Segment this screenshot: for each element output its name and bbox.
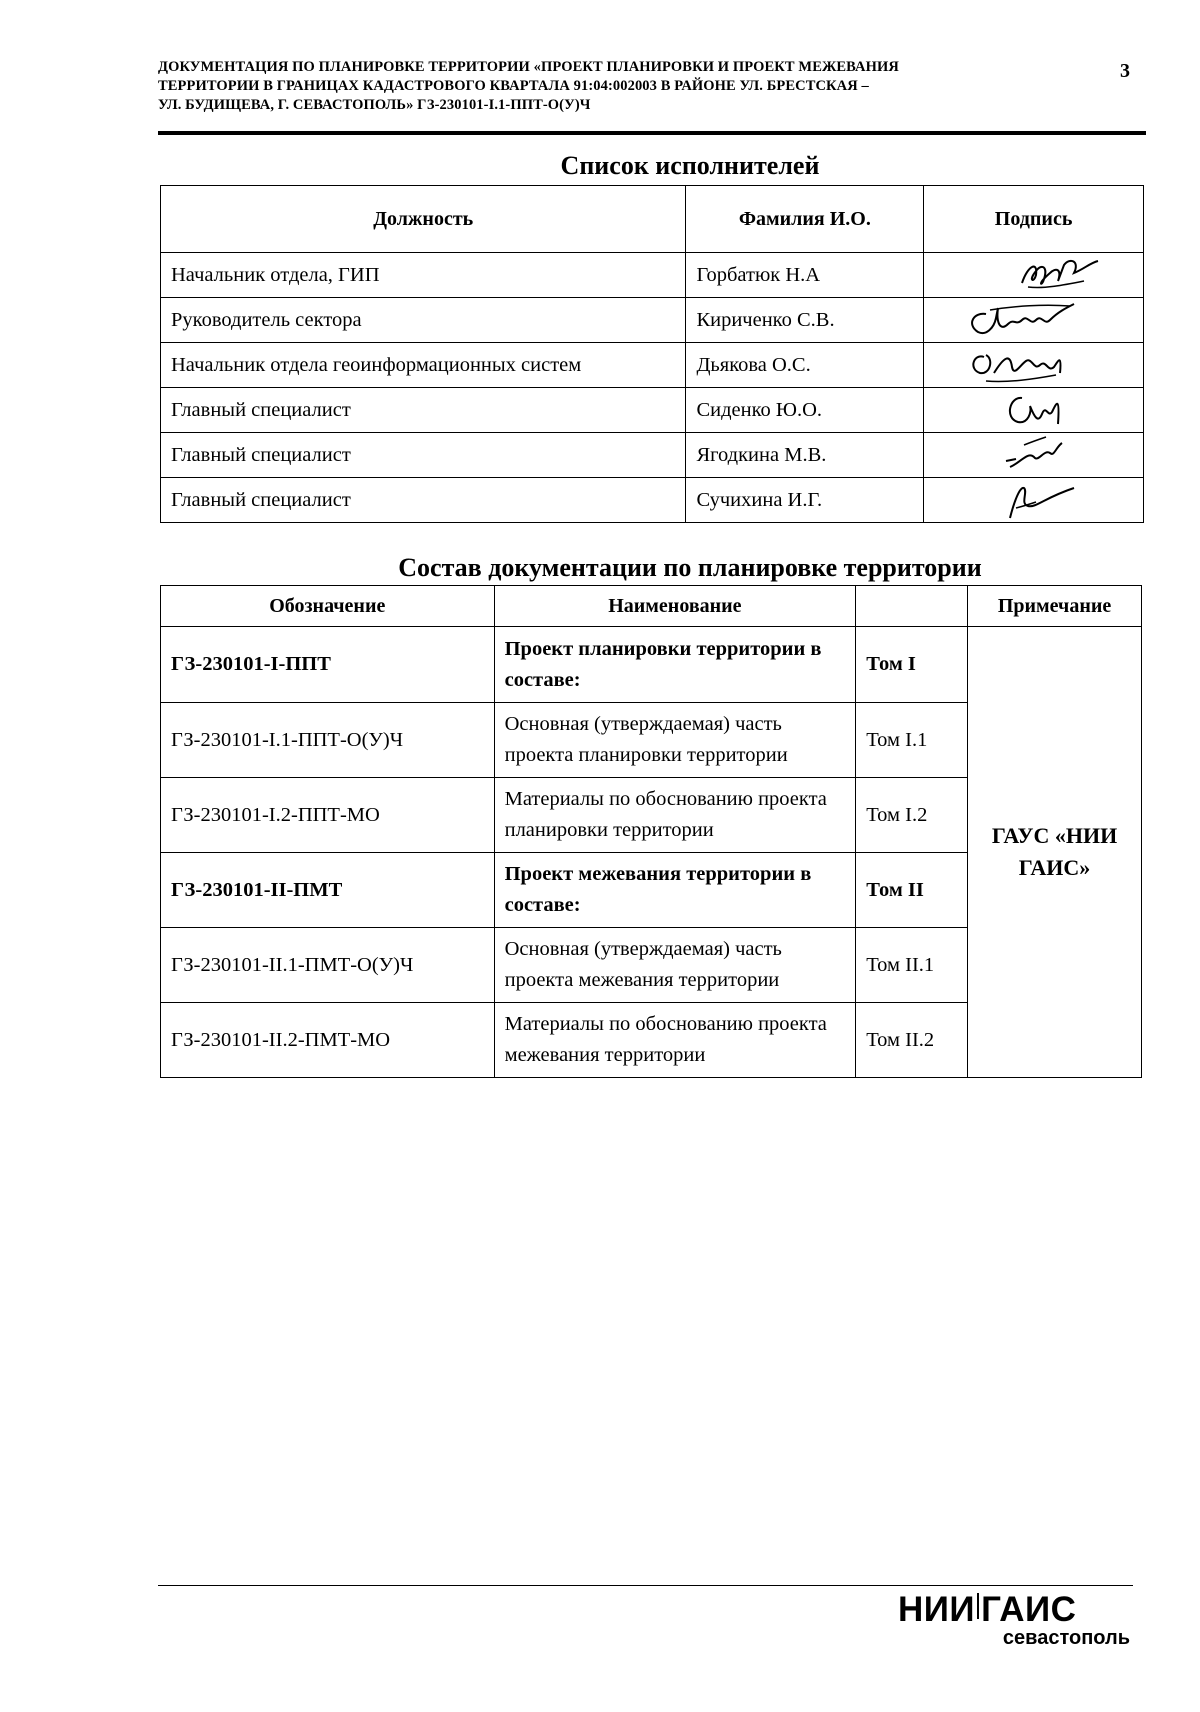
code-cell: ГЗ-230101-I.1-ППТ-О(У)Ч	[161, 703, 495, 778]
signature-cell	[924, 298, 1144, 343]
signature-cell	[924, 253, 1144, 298]
volume-cell: Том I.2	[856, 778, 968, 853]
document-header	[158, 58, 1058, 115]
executors-table	[160, 185, 1144, 523]
table-row	[161, 253, 1144, 298]
handwritten-signature	[924, 478, 1144, 522]
position-cell: Начальник отдела геоинформационных систем	[161, 343, 686, 388]
header-line-3: УЛ. БУДИЩЕВА, Г. СЕВАСТОПОЛЬ» ГЗ-230101-I.1-ППТ-О(У)Ч	[158, 97, 591, 113]
code-cell: ГЗ-230101-I-ППТ	[161, 627, 495, 703]
header-line-1: ДОКУМЕНТАЦИЯ ПО ПЛАНИРОВКЕ ТЕРРИТОРИИ «ПРОЕКТ ПЛАНИРОВКИ И ПРОЕКТ МЕЖЕВАНИЯ	[158, 59, 899, 75]
name-cell: Дьякова О.С.	[686, 343, 924, 388]
column-header-position: Должность	[161, 186, 686, 253]
executors-header-row	[161, 186, 1144, 253]
footer-rule	[158, 1585, 1133, 1586]
logo-city: севастополь	[1002, 1627, 1130, 1649]
composition-title: Состав документации по планировке территории	[398, 553, 982, 582]
name-cell: Кириченко С.В.	[686, 298, 924, 343]
table-row	[161, 388, 1144, 433]
volume-cell: Том II.1	[856, 928, 968, 1003]
volume-cell: Том II.2	[856, 1003, 968, 1078]
composition-table	[160, 585, 1142, 1078]
volume-cell: Том II	[856, 853, 968, 928]
column-header-signature: Подпись	[924, 186, 1144, 253]
header-rule	[158, 131, 1146, 135]
handwritten-signature	[924, 253, 1144, 297]
signature-cell	[924, 478, 1144, 523]
handwritten-signature	[924, 388, 1144, 432]
name-cell: Ягодкина М.В.	[686, 433, 924, 478]
table-row	[161, 343, 1144, 388]
handwritten-signature	[924, 343, 1144, 387]
executors-title: Список исполнителей	[560, 151, 820, 180]
title-cell: Материалы по обоснованию проекта межевания территории	[494, 1003, 856, 1078]
code-cell: ГЗ-230101-II-ПМТ	[161, 853, 495, 928]
name-cell: Горбатюк Н.А	[686, 253, 924, 298]
code-cell: ГЗ-230101-I.2-ППТ-МО	[161, 778, 495, 853]
column-header-title: Наименование	[494, 586, 856, 627]
handwritten-signature	[924, 298, 1144, 342]
logo-divider	[977, 1593, 979, 1619]
title-cell: Проект планировки территории в составе:	[494, 627, 856, 703]
position-cell: Начальник отдела, ГИП	[161, 253, 686, 298]
composition-header-row	[161, 586, 1142, 627]
signature-cell	[924, 343, 1144, 388]
header-line-2: ТЕРРИТОРИИ В ГРАНИЦАХ КАДАСТРОВОГО КВАРТАЛА 91:04:002003 В РАЙОНЕ УЛ. БРЕСТСКАЯ –	[158, 78, 869, 94]
volume-cell: Том I	[856, 627, 968, 703]
note-cell: ГАУС «НИИ ГАИС»	[968, 627, 1142, 1078]
title-cell: Проект межевания территории в составе:	[494, 853, 856, 928]
page-number: 3	[1120, 60, 1130, 82]
table-row	[161, 478, 1144, 523]
position-cell: Главный специалист	[161, 433, 686, 478]
code-cell: ГЗ-230101-II.1-ПМТ-О(У)Ч	[161, 928, 495, 1003]
handwritten-signature	[924, 433, 1144, 477]
name-cell: Сучихина И.Г.	[686, 478, 924, 523]
position-cell: Руководитель сектора	[161, 298, 686, 343]
nii-gais-logo	[898, 1592, 1134, 1648]
column-header-name: Фамилия И.О.	[686, 186, 924, 253]
name-cell: Сиденко Ю.О.	[686, 388, 924, 433]
position-cell: Главный специалист	[161, 388, 686, 433]
logo-wordmark	[898, 1592, 1134, 1628]
table-row	[161, 627, 1142, 703]
table-row	[161, 433, 1144, 478]
column-header-code: Обозначение	[161, 586, 495, 627]
column-header-volume	[856, 586, 968, 627]
signature-cell	[924, 388, 1144, 433]
table-row	[161, 298, 1144, 343]
volume-cell: Том I.1	[856, 703, 968, 778]
code-cell: ГЗ-230101-II.2-ПМТ-МО	[161, 1003, 495, 1078]
logo-text-left: НИИ	[898, 1590, 976, 1629]
title-cell: Основная (утверждаемая) часть проекта планировки территории	[494, 703, 856, 778]
position-cell: Главный специалист	[161, 478, 686, 523]
signature-cell	[924, 433, 1144, 478]
title-cell: Основная (утверждаемая) часть проекта межевания территории	[494, 928, 856, 1003]
title-cell: Материалы по обоснованию проекта планировки территории	[494, 778, 856, 853]
column-header-note: Примечание	[968, 586, 1142, 627]
logo-text-right: ГАИС	[981, 1590, 1077, 1629]
